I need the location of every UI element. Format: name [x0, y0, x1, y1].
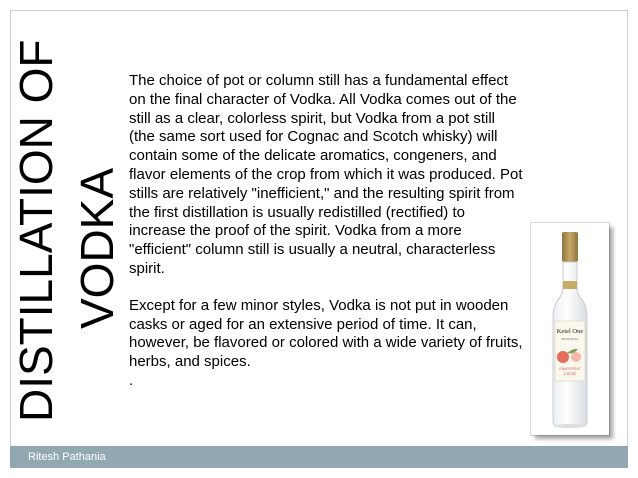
- footer-author: Ritesh Pathania: [28, 451, 106, 463]
- bottle-brand-text: Ketel One: [556, 328, 584, 335]
- body-text: [129, 72, 524, 391]
- bottle-subbrand-text: BOTANICAL: [561, 337, 579, 341]
- rose-graphic-icon: [571, 352, 581, 362]
- bottle-neck-band: [563, 281, 577, 289]
- bottle-flavor-line-2: & ROSE: [563, 372, 577, 376]
- title-line-1: DISTILLATION OF: [10, 39, 62, 422]
- bottle-cap: [562, 232, 578, 262]
- paragraph-1: The choice of pot or column still has a fundamental effect on the final character of Vodka. All Vodka comes out of the still as a clear, colorless spirit, but Vodka from a pot still (the same sort used for Cognac and Scotch whisky) will contain some of the delicate aromatics, congeners, and flavor elements of the crop from which it was produced. Pot stills are relatively "inefficient," and the resulting spirit from the first distillation is usually redistilled (rectified) to increase the proof of the spirit. Vodka from a more "efficient" column still is usually a neutral, characterless spirit.: [129, 72, 523, 277]
- vodka-bottle-illustration: [531, 223, 609, 435]
- vertical-title: [8, 16, 128, 426]
- paragraph-gap: [129, 279, 524, 297]
- bottle-base-shadow: [554, 424, 586, 428]
- paragraph-2: Except for a few minor styles, Vodka is not put in wooden casks or aged for an extensive period of time. It can, however, be flavored or colored with a wide variety of fruits, herbs, and spices.: [129, 296, 523, 371]
- title-line-2: VODKA: [71, 167, 123, 329]
- bottle-flavor-line-1: GRAPEFRUIT: [559, 367, 581, 371]
- grapefruit-graphic-icon: [557, 351, 569, 363]
- paragraph-3: .: [129, 371, 134, 389]
- bottle-image: [531, 223, 609, 435]
